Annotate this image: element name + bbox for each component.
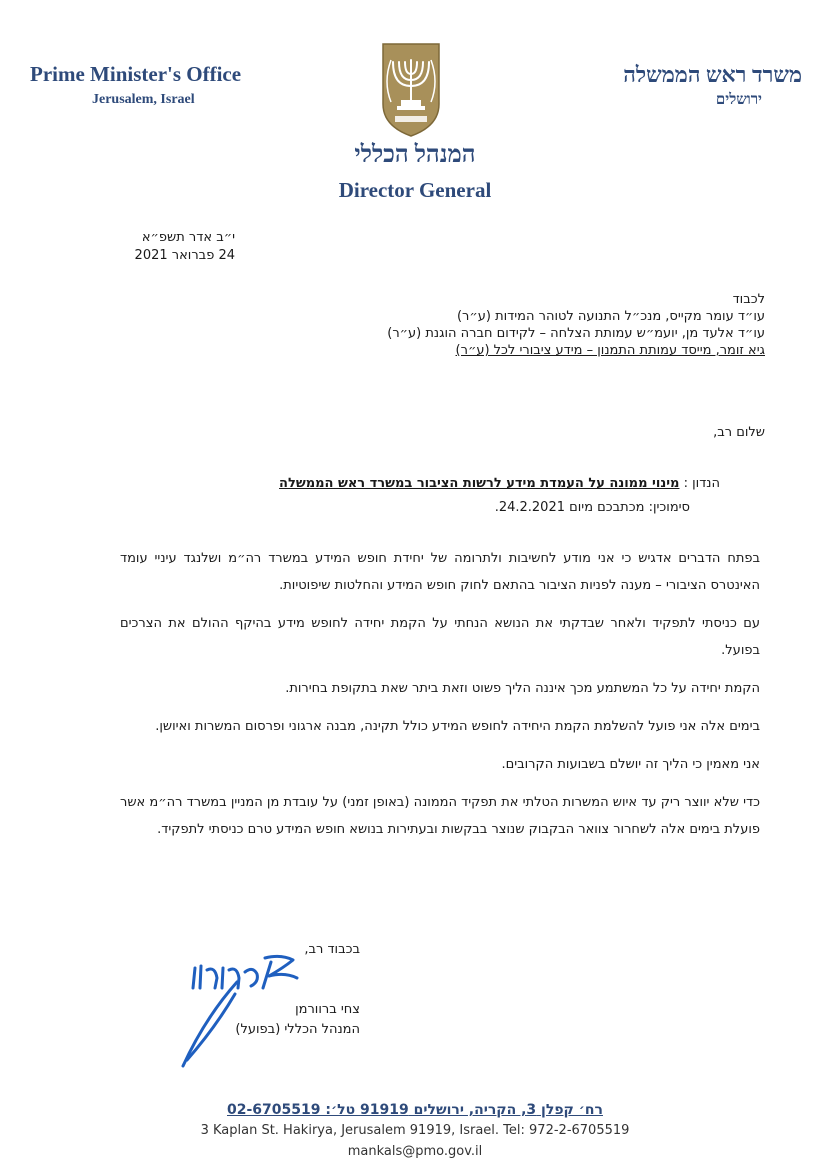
recipients-block (245, 291, 765, 359)
footer (0, 1100, 830, 1162)
date-block (115, 229, 235, 265)
subject-reference: סימוכין: מכתבכם מיום 24.2.2021. (494, 500, 690, 515)
office-title-hebrew: המנהל הכללי (354, 142, 476, 168)
greeting: שלום רב, (713, 425, 765, 440)
footer-address-english: 3 Kaplan St. Hakirya, Jerusalem 91919, Israel. Tel: 972-2-6705519 (200, 1123, 630, 1138)
menorah-emblem-icon (379, 42, 443, 138)
org-name-hebrew: משרד ראש הממשלה (623, 62, 802, 87)
recipient-line: גיא זומר, מייסד עמותת התמנון – מידע ציבורי לכל (ע״ר) (455, 343, 765, 358)
signer-title: המנהל הכללי (בפועל) (235, 1022, 360, 1037)
body-paragraph: בימים אלה אני פועל להשלמת הקמת היחידה לחופש המידע כולל תקינה, מבנה ארגוני ופרסום המשרות ואיושן. (155, 719, 760, 734)
signer-block (200, 1000, 360, 1040)
footer-address-hebrew: רח׳ קפלן 3, הקריה, ירושלים 91919 טל׳: 02-6705519 (227, 1102, 603, 1118)
date-hebrew: י״ב אדר תשפ״א (141, 230, 235, 245)
org-city-hebrew: ירושלים (715, 92, 762, 108)
body-paragraph: הקמת יחידה על כל המשתמע מכך איננה הליך פשוט וזאת ביתר שאת בתקופת בחירות. (285, 681, 760, 696)
org-city-english: Jerusalem, Israel (92, 92, 195, 107)
body-paragraph: עם כניסתי לתפקיד ולאחר שבדקתי את הנושא הנחתי על הקמת יחידה לחופש מידע בהיקף ההולם את הצרכים בפועל. (120, 616, 760, 658)
body-paragraph: אני מאמין כי הליך זה יושלם בשבועות הקרובים. (501, 757, 760, 772)
letter-body (120, 545, 760, 854)
body-paragraph: בפתח הדברים אדגיש כי אני מודע לחשיבות ולתרומה של יחידת חופש המידע במשרד רה״מ ושלנגד עיניי עומד האינטרס הציבורי – מענה לפניות הציבור בהתאם לחוק חופש המידע והחלטות שיפוטיות. (120, 551, 760, 593)
subject-block (160, 472, 720, 520)
subject-label: הנדון : (683, 476, 720, 491)
footer-email-link[interactable]: mankals@pmo.gov.il (347, 1144, 483, 1159)
recipients-salutation: לכבוד (732, 292, 765, 307)
recipient-line: עו״ד אלעד מן, יועמ״ש עמותת הצלחה – לקידום חברה הוגנת (ע״ר) (387, 326, 765, 341)
subject-text: מינוי ממונה על העמדת מידע לרשות הציבור במשרד ראש הממשלה (279, 476, 680, 491)
date-gregorian: 24 פברואר 2021 (134, 248, 235, 263)
closing-regards: בכבוד רב, (304, 942, 360, 957)
org-name-english: Prime Minister's Office (30, 62, 242, 86)
signer-name: צחי ברוורמן (295, 1002, 360, 1017)
body-paragraph: כדי שלא יווצר ריק עד איוש המשרות הטלתי את תפקיד הממונה (באופן זמני) על עובדת מן המניין במשרד רה״מ אשר פועלת בימים אלה לשחרור צוואר הבקבוק שנוצר בבקשות ובעתירות בנושא חופש המידע טרם כניסתי לתפקיד. (120, 795, 760, 837)
recipient-line: עו״ד עומר מקייס, מנכ״ל התנועה לטוהר המידות (ע״ר) (456, 309, 765, 324)
office-title-english: Director General (338, 178, 492, 202)
